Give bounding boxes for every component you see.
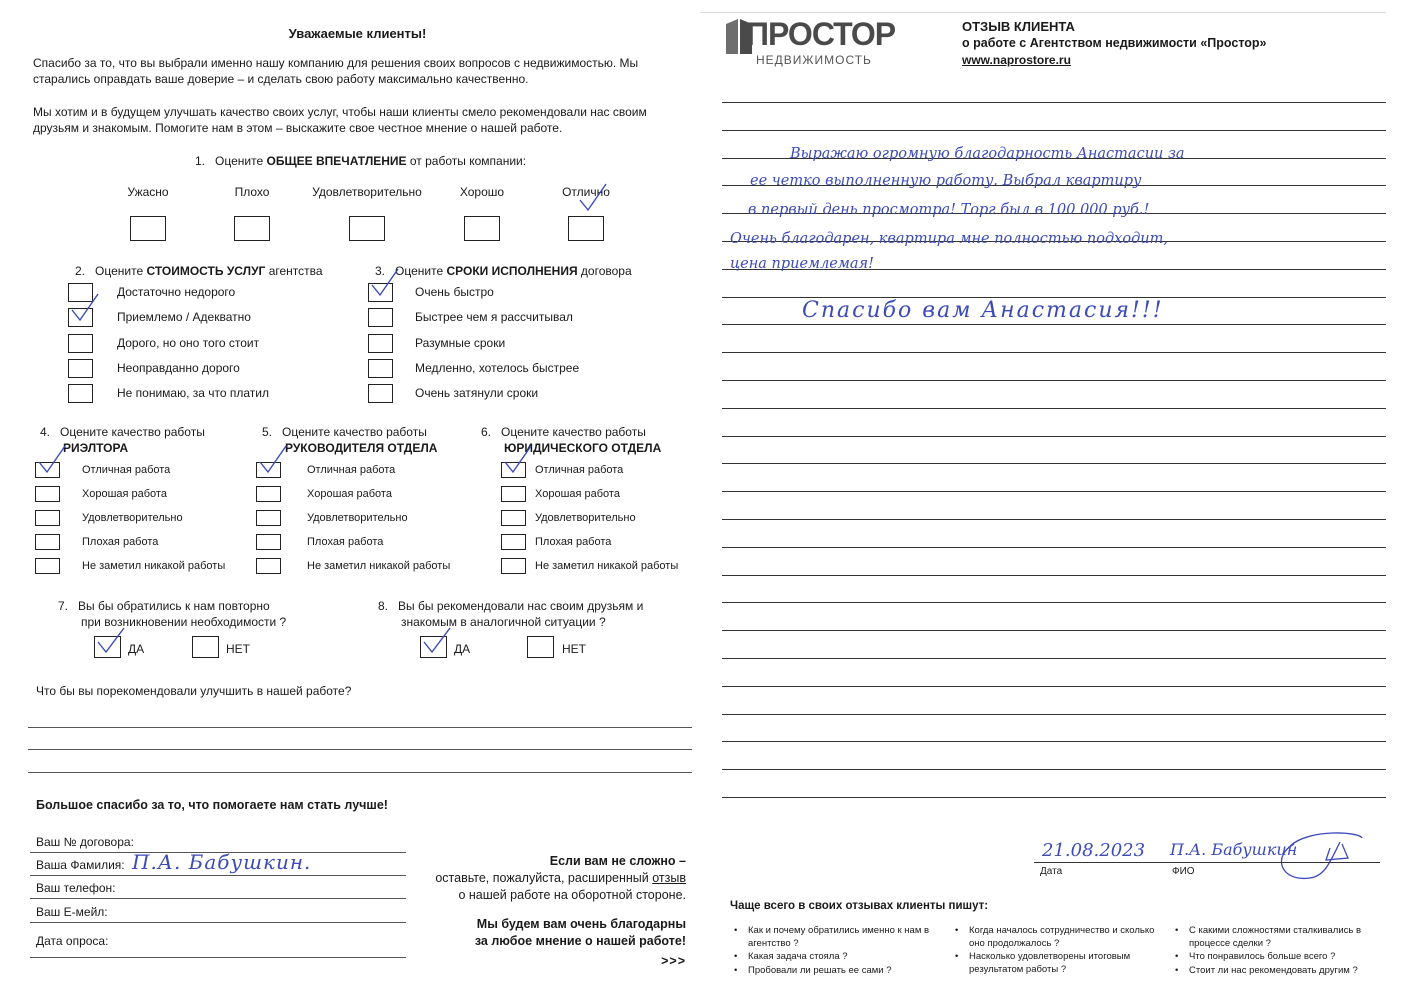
q1-option-checkbox[interactable] xyxy=(464,216,500,241)
hint-item: • Какая задача стояла ? xyxy=(748,951,952,964)
review-rule[interactable] xyxy=(722,797,1386,798)
email-label: Ваш Е-мейл: xyxy=(36,905,108,919)
hint-item: • Насколько удовлетворены итоговым результатом работы ? xyxy=(969,951,1163,976)
q1-option-label: Ужасно xyxy=(127,185,169,199)
date-field[interactable] xyxy=(30,957,406,958)
review-rule[interactable] xyxy=(722,769,1386,770)
q1-option-checkbox[interactable] xyxy=(568,216,604,241)
q6-option-label: Удовлетворительно xyxy=(535,512,636,524)
left-title: Уважаемые клиенты! xyxy=(288,26,427,41)
review-rule[interactable] xyxy=(722,714,1386,715)
improve-line-2[interactable] xyxy=(28,749,692,750)
q6-option-label: Не заметил никакой работы xyxy=(535,560,679,572)
q5-option-checkbox[interactable] xyxy=(256,534,281,550)
q3-option-label: Медленно, хотелось быстрее xyxy=(415,360,580,375)
review-line: в первый день просмотра! Торг был в 100 000 руб.! xyxy=(748,202,1150,218)
q1-option-checkbox[interactable] xyxy=(349,216,385,241)
q5-option-checkbox[interactable] xyxy=(256,558,281,574)
q7-no-checkbox[interactable] xyxy=(192,636,219,658)
q7-no-label: НЕТ xyxy=(226,642,250,656)
review-rule[interactable] xyxy=(722,491,1386,492)
arrows-icon: >>> xyxy=(661,954,686,968)
improve-line-3[interactable] xyxy=(28,772,692,773)
intro-paragraph-2: Мы хотим и в будущем улучшать качество своих услуг, чтобы наши клиенты смело рекомендовали нас своим друзьям и знакомым. Помогите нам в этом – выскажите свое честное мнение о нашей работе. xyxy=(33,105,647,135)
review-text xyxy=(730,140,1185,279)
q3-option-label: Очень затянули сроки xyxy=(415,386,539,401)
q1-option-checkbox[interactable] xyxy=(234,216,270,241)
q4-heading: 4. Оцените качество работы РИЭЛТОРА xyxy=(40,425,205,455)
q6-heading: 6. Оцените качество работы ЮРИДИЧЕСКОГО ОТДЕЛА xyxy=(481,425,662,455)
date-label: Дата опроса: xyxy=(36,934,109,948)
q2-option-label: Приемлемо / Адекватно xyxy=(117,310,251,325)
q1-option-label: Отлично xyxy=(562,185,610,199)
review-rule[interactable] xyxy=(722,324,1386,325)
q8-heading: 8. Вы бы рекомендовали нас своим друзьям и знакомым в аналогичной ситуации ? xyxy=(378,599,644,629)
fio-value: П.А. Бабушкин xyxy=(1170,840,1298,859)
q8-yes-label: ДА xyxy=(454,642,471,656)
hint-item: • Когда началось сотрудничество и сколько оно продолжалось ? xyxy=(969,925,1163,950)
q2-option-checkbox[interactable] xyxy=(68,283,93,302)
q2-option-checkbox[interactable] xyxy=(68,384,93,403)
review-rule[interactable] xyxy=(722,102,1386,103)
phone-field[interactable] xyxy=(30,898,406,899)
q6-option-label: Хорошая работа xyxy=(535,488,620,500)
q4-option-label: Отличная работа xyxy=(82,464,171,476)
q5-option-checkbox[interactable] xyxy=(256,462,281,478)
review-rule[interactable] xyxy=(722,436,1386,437)
improve-question: Что бы вы порекомендовали улучшить в нашей работе? xyxy=(36,684,352,698)
surname-label: Ваша Фамилия: xyxy=(36,858,125,872)
q3-option-checkbox[interactable] xyxy=(368,308,393,327)
q5-option-checkbox[interactable] xyxy=(256,510,281,526)
intro-paragraph-1: Спасибо за то, что вы выбрали именно нашу компанию для решения своих вопросов с недвижимостью. Мы старались оправдать ваше доверие – и сделать свою работу максимально качественно. xyxy=(33,56,639,86)
q7-yes-checkbox[interactable] xyxy=(94,636,121,658)
review-rule[interactable] xyxy=(722,352,1386,353)
surname-value: П.А. Бабушкин. xyxy=(132,850,312,874)
q2-option-checkbox[interactable] xyxy=(68,334,93,353)
contract-label: Ваш № договора: xyxy=(36,835,134,849)
logo-sub-text: НЕДВИЖИМОСТЬ xyxy=(756,53,872,67)
review-line: ее четко выполненную работу. Выбрал квартиру xyxy=(750,173,1142,189)
q5-option-label: Хорошая работа xyxy=(307,488,392,500)
thanks-heading: Большое спасибо за то, что помогаете нам стать лучше! xyxy=(36,798,388,812)
side-note: Если вам не сложно – оставьте, пожалуйста, расширенный отзыв о нашей работе на оборотной стороне. Мы будем вам очень благодарны за любое мнение о нашей работе! >>> xyxy=(420,853,686,970)
q4-option-label: Удовлетворительно xyxy=(82,512,183,524)
q1-option-label: Плохо xyxy=(234,185,270,199)
q2-option-label: Дорого, но оно того стоит xyxy=(117,335,260,350)
review-line: Выражаю огромную благодарность Анастасии за xyxy=(790,146,1185,162)
signature-icon xyxy=(1270,826,1370,884)
logo-main-text: ПРОСТОР xyxy=(746,16,896,52)
review-rule[interactable] xyxy=(722,741,1386,742)
date-fio-line[interactable] xyxy=(1034,862,1380,863)
review-rule[interactable] xyxy=(722,686,1386,687)
q1-option-checkbox[interactable] xyxy=(130,216,166,241)
q1-option-label: Удовлетворительно xyxy=(312,185,422,199)
hints-title: Чаще всего в своих отзывах клиенты пишут: xyxy=(730,900,989,912)
q4-option-checkbox[interactable] xyxy=(35,534,60,550)
review-rule[interactable] xyxy=(722,130,1386,131)
review-line: Очень благодарен, квартира мне полностью подходит, xyxy=(730,231,1168,247)
q2-option-label: Не понимаю, за что платил xyxy=(117,386,270,401)
q4-option-checkbox[interactable] xyxy=(35,462,60,478)
date-value: 21.08.2023 xyxy=(1042,840,1146,861)
hint-item: • Стоит ли нас рекомендовать другим ? xyxy=(1189,965,1379,978)
review-rule[interactable] xyxy=(722,547,1386,548)
review-rule[interactable] xyxy=(722,658,1386,659)
q4-option-label: Не заметил никакой работы xyxy=(82,560,226,572)
q8-no-label: НЕТ xyxy=(562,642,586,656)
hint-item: • Пробовали ли решать ее сами ? xyxy=(748,965,952,978)
review-rule[interactable] xyxy=(722,602,1386,603)
q2-option-label: Достаточно недорого xyxy=(117,285,236,299)
q6-option-label: Плохая работа xyxy=(535,536,612,548)
top-rule xyxy=(700,12,1386,13)
q4-option-label: Плохая работа xyxy=(82,536,159,548)
q4-option-label: Хорошая работа xyxy=(82,488,167,500)
q2-option-checkbox[interactable] xyxy=(68,308,93,327)
q1-heading: 1. Оцените ОБЩЕЕ ВПЕЧАТЛЕНИЕ от работы компании: xyxy=(195,154,527,168)
q6-option-checkbox[interactable] xyxy=(501,510,526,526)
q2-option-checkbox[interactable] xyxy=(68,359,93,378)
q3-option-label: Быстрее чем я рассчитывал xyxy=(415,310,573,325)
q3-heading: 3. Оцените СРОКИ ИСПОЛНЕНИЯ договора xyxy=(375,264,632,278)
surname-field[interactable] xyxy=(30,875,406,876)
q3-option-checkbox[interactable] xyxy=(368,334,393,353)
q7-heading: 7. Вы бы обратились к нам повторно при возникновении необходимости ? xyxy=(58,599,287,629)
q3-option-label: Очень быстро xyxy=(415,285,494,299)
q5-heading: 5. Оцените качество работы РУКОВОДИТЕЛЯ ОТДЕЛА xyxy=(262,425,438,455)
q6-option-label: Отличная работа xyxy=(535,464,624,476)
email-field[interactable] xyxy=(30,922,406,923)
q1-option-label: Хорошо xyxy=(459,185,505,199)
review-link[interactable]: отзыв xyxy=(652,871,686,885)
q8-yes-checkbox[interactable] xyxy=(420,636,447,658)
q6-option-checkbox[interactable] xyxy=(501,462,526,478)
review-line: цена приемлемая! xyxy=(730,256,874,272)
review-rule[interactable] xyxy=(722,519,1386,520)
q4-option-checkbox[interactable] xyxy=(35,486,60,502)
review-thanks: Спасибо вам Анастасия!!! xyxy=(802,298,1164,323)
review-rule[interactable] xyxy=(722,630,1386,631)
site-link[interactable]: www.naprostore.ru xyxy=(962,53,1071,67)
review-rule[interactable] xyxy=(722,463,1386,464)
hint-item: • С какими сложностями сталкивались в процессе сделки ? xyxy=(1189,925,1379,950)
q6-option-checkbox[interactable] xyxy=(501,558,526,574)
q5-option-label: Плохая работа xyxy=(307,536,384,548)
q2-option-label: Неоправданно дорого xyxy=(117,360,240,375)
q5-option-label: Не заметил никакой работы xyxy=(307,560,451,572)
q6-option-checkbox[interactable] xyxy=(501,534,526,550)
q7-yes-label: ДА xyxy=(128,642,145,656)
fio-caption: ФИО xyxy=(1172,866,1195,877)
q5-option-checkbox[interactable] xyxy=(256,486,281,502)
q5-option-label: Отличная работа xyxy=(307,464,396,476)
improve-line-1[interactable] xyxy=(28,727,692,728)
q3-option-checkbox[interactable] xyxy=(368,283,393,302)
q4-option-checkbox[interactable] xyxy=(35,510,60,526)
hints-column-2 xyxy=(969,925,1163,977)
right-header: ОТЗЫВ КЛИЕНТА о работе с Агентством недвижимости «Простор» www.naprostore.ru xyxy=(962,19,1267,67)
hint-item: • Что понравилось больше всего ? xyxy=(1189,951,1379,964)
logo xyxy=(724,16,914,72)
date-caption: Дата xyxy=(1040,866,1063,877)
hint-item: • Как и почему обратились именно к нам в агентство ? xyxy=(748,925,952,950)
review-rule[interactable] xyxy=(722,575,1386,576)
hints-column-1 xyxy=(748,925,952,978)
phone-label: Ваш телефон: xyxy=(36,881,116,895)
q3-option-checkbox[interactable] xyxy=(368,359,393,378)
review-rule[interactable] xyxy=(722,408,1386,409)
hints-column-3 xyxy=(1189,925,1379,978)
q6-option-checkbox[interactable] xyxy=(501,486,526,502)
q5-option-label: Удовлетворительно xyxy=(307,512,408,524)
q4-option-checkbox[interactable] xyxy=(35,558,60,574)
q3-option-label: Разумные сроки xyxy=(415,335,506,350)
q3-option-checkbox[interactable] xyxy=(368,384,393,403)
q2-heading: 2. Оцените СТОИМОСТЬ УСЛУГ агентства xyxy=(75,264,323,278)
q8-no-checkbox[interactable] xyxy=(527,636,554,658)
review-rule[interactable] xyxy=(722,380,1386,381)
